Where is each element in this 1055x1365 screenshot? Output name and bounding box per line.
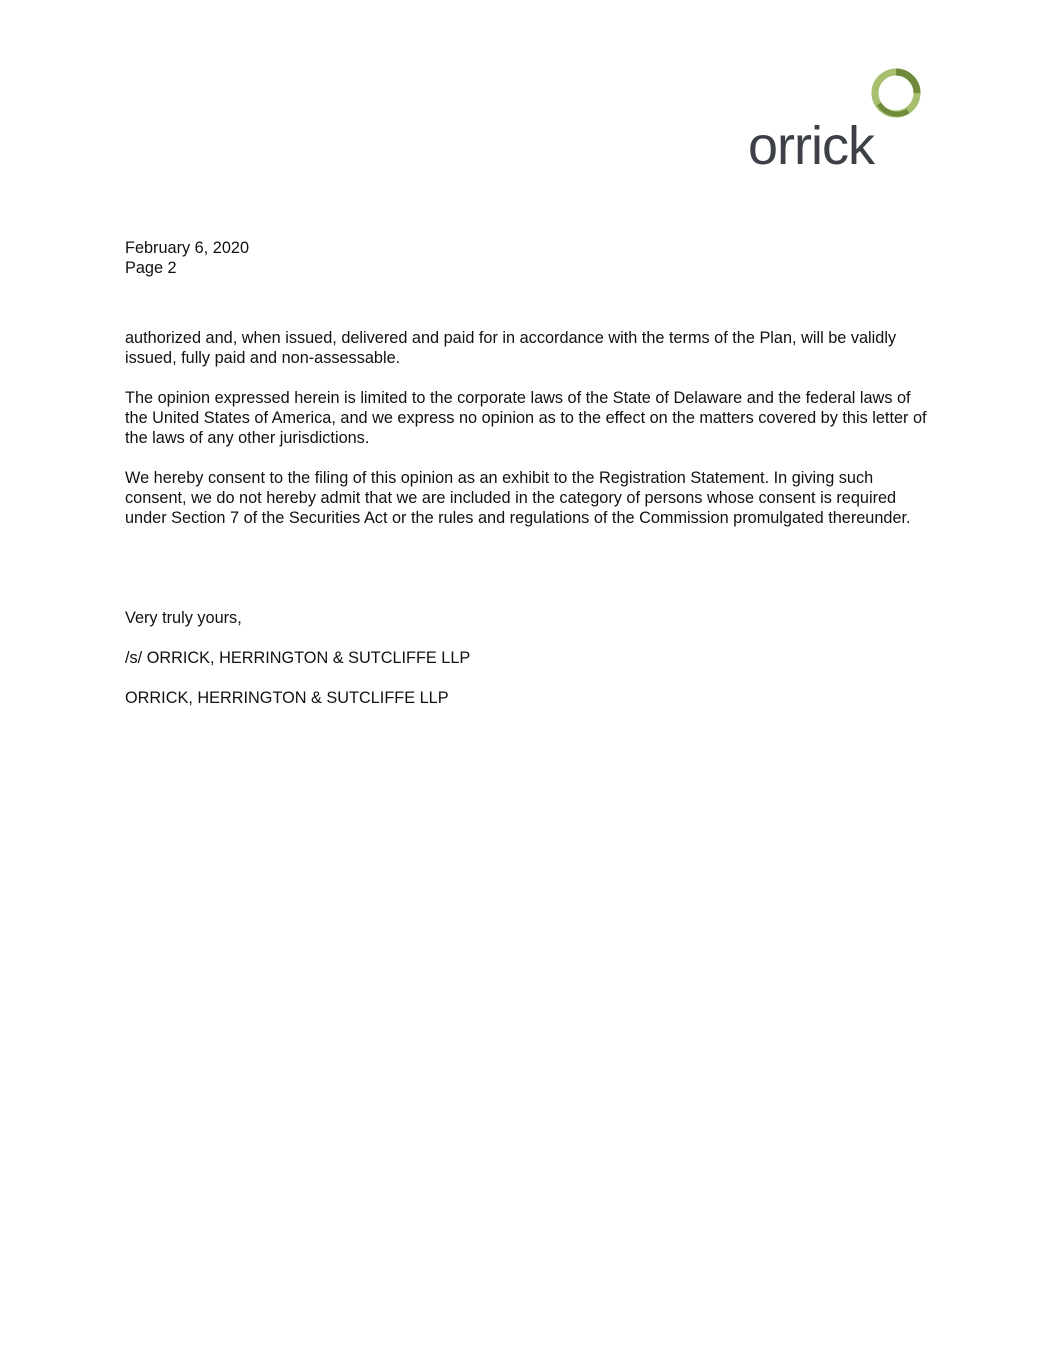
firm-name: ORRICK, HERRINGTON & SUTCLIFFE LLP	[125, 689, 449, 707]
ring-icon	[875, 72, 917, 114]
body-paragraph-1: authorized and, when issued, delivered and paid for in accordance with the terms of the Plan, will be validly issued, fully paid and non-assessable.	[125, 329, 897, 367]
letter-body	[125, 328, 935, 528]
body-paragraph-2: The opinion expressed herein is limited to the corporate laws of the State of Delaware and the federal laws of the United States of America, and we express no opinion as to the effect on the matters covered by this letter of the laws of any other jurisdictions.	[125, 389, 927, 447]
salutation: Very truly yours,	[125, 609, 242, 627]
body-paragraph-3: We hereby consent to the filing of this opinion as an exhibit to the Registration Statement. In giving such consent, we do not hereby admit that we are included in the category of persons whose consent is required under Section 7 of the Securities Act or the rules and regulations of the Commission promulgated thereunder.	[125, 469, 911, 527]
letter-closing	[125, 608, 935, 708]
logo-wordmark: orrick	[748, 116, 874, 170]
letter-date: February 6, 2020	[125, 239, 249, 257]
orrick-logo	[748, 66, 926, 170]
page-number: Page 2	[125, 259, 177, 277]
letter-header	[125, 238, 935, 278]
signature: /s/ ORRICK, HERRINGTON & SUTCLIFFE LLP	[125, 649, 471, 667]
